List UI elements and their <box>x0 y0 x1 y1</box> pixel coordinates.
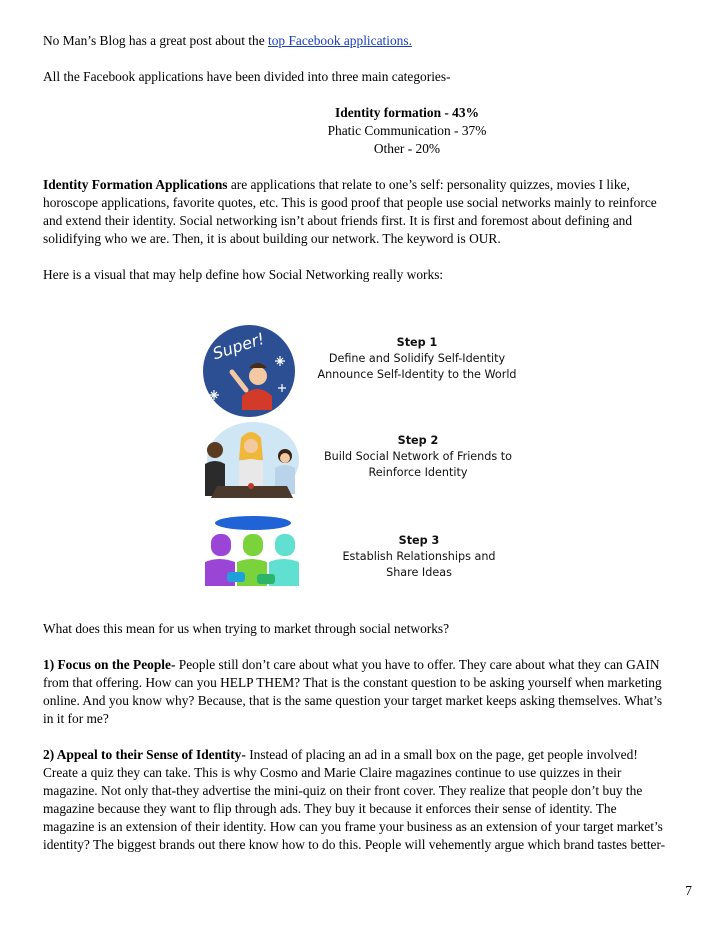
identity-paragraph-line1: Identity Formation Applications are applications that relate to one’s self: personality quizzes, movies I like, <box>43 177 630 192</box>
page-number: 7 <box>685 883 692 898</box>
category-phatic: Phatic Communication - 37% <box>327 123 487 138</box>
step3-line2: Share Ideas <box>386 566 452 579</box>
point2-line2: Create a quiz they can take. This is why Cosmo and Marie Claire magazines continue to use quizzes in their <box>43 765 622 780</box>
facebook-apps-link[interactable]: top Facebook applications. <box>268 33 412 48</box>
step2-line1: Build Social Network of Friends to <box>324 450 512 463</box>
step1-title: Step 1 <box>396 336 438 349</box>
visual-intro: Here is a visual that may help define how Social Networking really works: <box>43 267 444 282</box>
step1-line1: Define and Solidify Self-Identity <box>328 352 506 365</box>
intro-paragraph <box>43 32 691 50</box>
step-1 <box>307 335 527 383</box>
step1-illustration <box>202 324 296 418</box>
point2-line5: magazine is an extension of their identity. How can you frame your business as an extension of your target market’s <box>43 819 663 834</box>
social-networking-figure <box>43 284 691 614</box>
step1-line2: Announce Self-Identity to the World <box>317 368 517 381</box>
categories-intro: All the Facebook applications have been divided into three main categories- <box>43 69 451 84</box>
step3-illustration <box>203 514 307 590</box>
point1-heading: 1) Focus on the People- <box>43 657 176 672</box>
step3-line1: Establish Relationships and <box>342 550 496 563</box>
identity-paragraph-line4: solidifying who we are. Then, it is about building our network. The keyword is OUR. <box>43 231 501 246</box>
step2-line2: Reinforce Identity <box>368 466 468 479</box>
step-2 <box>313 433 523 481</box>
document-page <box>43 32 691 854</box>
category-other: Other - 20% <box>373 141 441 156</box>
identity-paragraph-line3: and extend their identity. Social networking isn’t about friends first. It is first and foremost about defining and <box>43 213 633 228</box>
category-identity: Identity formation - 43% <box>335 105 479 120</box>
point1-line2: from that offering. How can you HELP THEM? That is the constant question to be asking yourself when marketing <box>43 675 662 690</box>
step2-title: Step 2 <box>397 434 439 447</box>
point1-line1: 1) Focus on the People- People still don’t care about what you have to offer. They care about what they can GAIN <box>43 657 660 672</box>
marketing-question: What does this mean for us when trying to market through social networks? <box>43 621 450 636</box>
point1-line3: online. And you know why? Because, that is the same question your target market keeps asking themselves. What’s <box>43 693 663 708</box>
point2-line3: magazine. Not only that-they advertise the mini-quiz on their front cover. They realize that people don’t buy the <box>43 783 643 798</box>
point2-line1: 2) Appeal to their Sense of Identity- Instead of placing an ad in a small box on the page, get people involved! <box>43 747 638 762</box>
point2-line6: identity? The biggest brands out there know how to do this. People will vehemently argue which brand tastes better- <box>43 837 666 852</box>
point2-line4: magazine because they want to flip through ads. They buy it because it enforces their sense of identity. The <box>43 801 617 816</box>
step2-illustration <box>199 420 303 504</box>
point1-line4: in it for me? <box>43 711 109 726</box>
super-label: Super! <box>210 328 267 364</box>
identity-paragraph-line2: horoscope applications, favorite quotes, etc. This is good proof that people use social networks mainly to reinforce <box>43 195 657 210</box>
step-3 <box>329 533 509 581</box>
point2-heading: 2) Appeal to their Sense of Identity- <box>43 747 246 762</box>
identity-bold-term: Identity Formation Applications <box>43 177 228 192</box>
intro-text: No Man’s Blog has a great post about the <box>43 33 268 48</box>
step3-title: Step 3 <box>398 534 440 547</box>
